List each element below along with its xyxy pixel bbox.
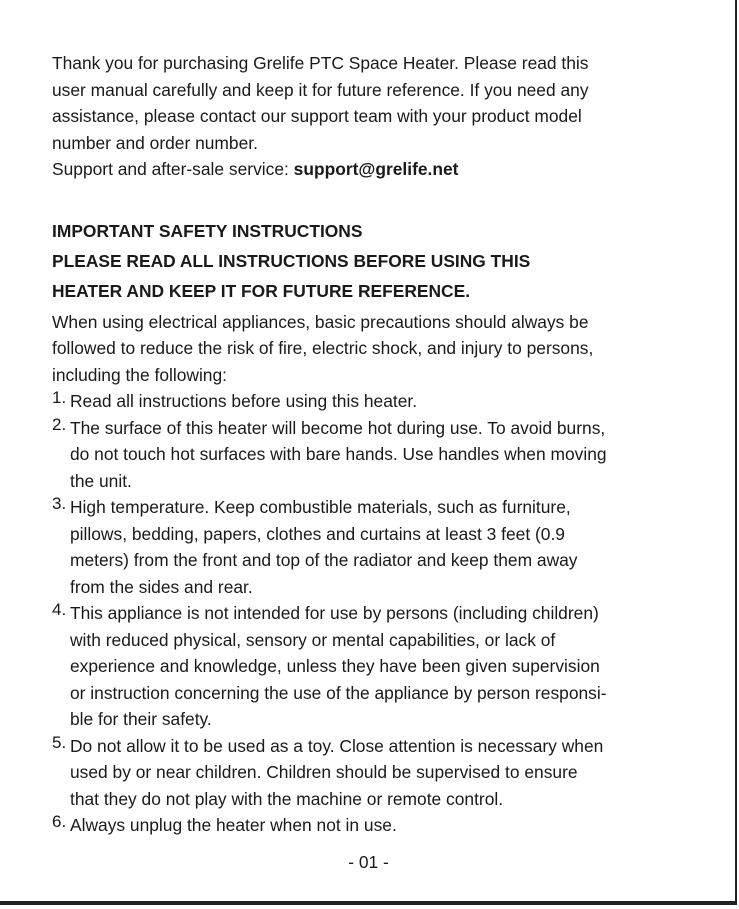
safety-intro-paragraph (52, 309, 702, 389)
item-text-line: or instruction concerning the use of the appliance by person responsi- (70, 682, 607, 703)
item-text-line: pillows, bedding, papers, clothes and curtains at least 3 feet (0.9 (70, 523, 565, 544)
item-text-line: do not touch hot surfaces with bare hands. Use handles when moving (70, 444, 607, 464)
item-text-line: experience and knowledge, unless they have been given supervision (70, 656, 600, 676)
safety-instruction-item (52, 494, 702, 600)
item-text-line: Read all instructions before using this heater. (70, 391, 418, 411)
item-number: 6. (52, 812, 67, 831)
safety-instruction-list (52, 388, 702, 839)
safety-intro-line: including the following: (52, 364, 227, 385)
safety-heading-block (52, 216, 702, 306)
safety-subtitle-line: HEATER AND KEEP IT FOR FUTURE REFERENCE. (52, 280, 471, 301)
item-text-line: ble for their safety. (70, 709, 212, 729)
support-email: support@grelife.net (293, 159, 459, 179)
safety-title: IMPORTANT SAFETY INSTRUCTIONS (52, 220, 363, 241)
item-text-line: Always unplug the heater when not in use. (70, 815, 397, 835)
item-text-line: used by or near children. Children should be supervised to ensure (70, 762, 578, 782)
intro-line: user manual carefully and keep it for future reference. If you need any (52, 79, 589, 100)
item-text-line: The surface of this heater will become hot during use. To avoid burns, (70, 417, 606, 438)
item-number: 4. (52, 600, 67, 619)
item-text-line: with reduced physical, sensory or mental capabilities, or lack of (70, 629, 556, 650)
safety-instruction-item (52, 388, 702, 415)
intro-line: assistance, please contact our support team with your product model (52, 106, 582, 126)
item-number: 3. (52, 494, 67, 513)
page-content (52, 50, 702, 839)
safety-instruction-item (52, 733, 702, 813)
item-number: 2. (52, 414, 67, 434)
item-number: 1. (52, 388, 67, 407)
item-text-line: from the sides and rear. (70, 576, 253, 597)
safety-instruction-item (52, 600, 702, 733)
item-text-line: that they do not play with the machine or remote control. (70, 788, 504, 809)
support-label: Support and after-sale service: (52, 159, 294, 179)
intro-line: Thank you for purchasing Grelife PTC Space Heater. Please read this (52, 53, 589, 73)
safety-intro-line: followed to reduce the risk of fire, electric shock, and injury to persons, (52, 338, 594, 358)
item-text-line: Do not allow it to be used as a toy. Close attention is necessary when (70, 735, 604, 756)
item-text-line: High temperature. Keep combustible materials, such as furniture, (70, 497, 571, 517)
safety-intro-line: When using electrical appliances, basic precautions should always be (52, 311, 589, 332)
safety-subtitle-line: PLEASE READ ALL INSTRUCTIONS BEFORE USING THIS (52, 250, 531, 271)
page-number: - 01 - (348, 852, 389, 872)
item-text-line: the unit. (70, 470, 132, 491)
safety-instruction-item (52, 415, 702, 495)
item-text-line: This appliance is not intended for use by persons (including children) (70, 603, 599, 623)
intro-paragraph (52, 50, 702, 183)
item-text-line: meters) from the front and top of the radiator and keep them away (70, 550, 578, 570)
intro-line: number and order number. (52, 132, 258, 153)
safety-instruction-item (52, 812, 702, 839)
item-number: 5. (52, 732, 67, 752)
